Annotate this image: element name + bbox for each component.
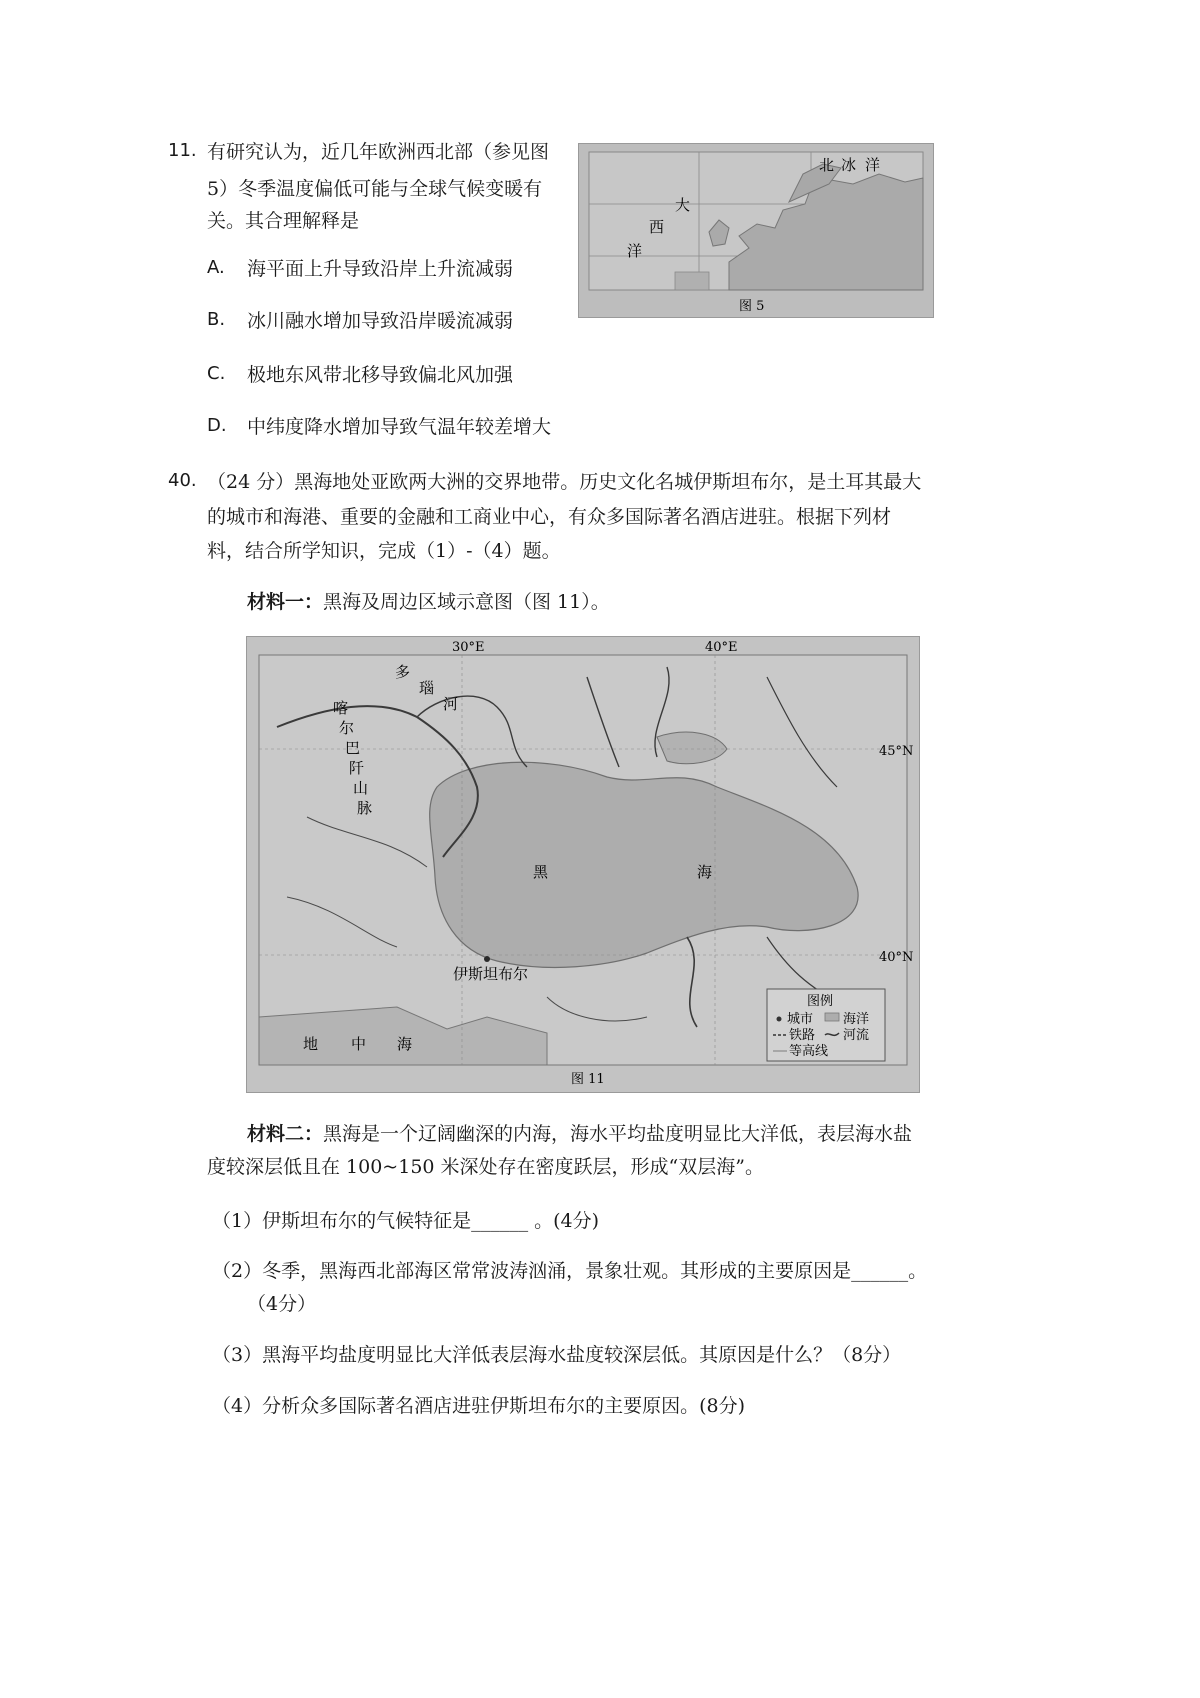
q11-option-d-text: 中纬度降水增加导致气温年较差增大 bbox=[247, 416, 552, 438]
q11-option-a-text: 海平面上升导致沿岸上升流减弱 bbox=[247, 258, 514, 280]
map-label-hei: 黑 bbox=[533, 863, 549, 881]
map-lon-30: 30°E bbox=[452, 640, 485, 655]
map-label-mountain-1: 喀 bbox=[333, 699, 349, 717]
fig5-label-bei: 北 bbox=[819, 156, 835, 174]
q11-option-c-letter: C. bbox=[207, 363, 226, 384]
subquestion-4: （4）分析众多国际著名酒店进驻伊斯坦布尔的主要原因。(8分) bbox=[212, 1395, 746, 1417]
figure-11-black-sea-map bbox=[246, 636, 920, 1093]
subquestion-1: （1）伊斯坦布尔的气候特征是______ 。(4分) bbox=[212, 1210, 600, 1232]
map-label-mountain-2: 尔 bbox=[339, 719, 355, 737]
q11-option-a-letter: A. bbox=[207, 257, 225, 278]
material-1 bbox=[247, 588, 610, 616]
q11-option-c-text: 极地东风带北移导致偏北风加强 bbox=[247, 364, 514, 386]
map-label-hai2: 海 bbox=[397, 1035, 413, 1053]
subquestion-2-cont: （4分） bbox=[247, 1293, 317, 1315]
map-legend-railway: 铁路 bbox=[789, 1028, 816, 1043]
q11-number: 11. bbox=[168, 140, 197, 161]
material-2-line-2: 度较深层低且在 100~150 米深处存在密度跃层，形成“双层海”。 bbox=[207, 1156, 764, 1178]
map-lat-40: 40°N bbox=[879, 950, 914, 965]
material-2-line-1 bbox=[247, 1120, 912, 1148]
map-label-mountain-3: 巴 bbox=[345, 739, 361, 757]
q11-stem-line-1: 有研究认为，近几年欧洲西北部（参见图 bbox=[207, 141, 550, 163]
map-legend-city: 城市 bbox=[787, 1012, 814, 1027]
q11-stem-line-2: 5）冬季温度偏低可能与全球气候变暖有 bbox=[207, 178, 543, 200]
map-label-hai: 海 bbox=[697, 863, 713, 881]
q40-intro-line-1: （24 分）黑海地处亚欧两大洲的交界地带。历史文化名城伊斯坦布尔，是土耳其最大 bbox=[207, 471, 922, 493]
material-2-text-1: 黑海是一个辽阔幽深的内海，海水平均盐度明显比大洋低，表层海水盐 bbox=[323, 1123, 913, 1145]
map-label-mountain-4: 阡 bbox=[349, 759, 365, 777]
map-label-danube-2: 瑙 bbox=[419, 679, 435, 697]
q11-option-b-text: 冰川融水增加导致沿岸暖流减弱 bbox=[247, 310, 514, 332]
map-legend-river: 河流 bbox=[843, 1028, 870, 1043]
map-legend-contour: 等高线 bbox=[789, 1044, 829, 1059]
map-label-zhong: 中 bbox=[351, 1035, 367, 1053]
fig5-label-yang2: 洋 bbox=[627, 242, 643, 260]
material-1-label: 材料一： bbox=[247, 591, 324, 613]
map-lon-40: 40°E bbox=[705, 640, 738, 655]
q40-number: 40. bbox=[168, 470, 197, 491]
material-1-text: 黑海及周边区域示意图（图 11）。 bbox=[323, 591, 610, 613]
q40-intro-line-2: 的城市和海港、重要的金融和工商业中心，有众多国际著名酒店进驻。根据下列材 bbox=[207, 506, 892, 528]
figure-11-caption: 图 11 bbox=[571, 1072, 605, 1087]
map-label-mountain-6: 脉 bbox=[357, 799, 373, 817]
fig5-label-bing: 冰 bbox=[841, 156, 857, 174]
map-label-istanbul: 伊斯坦布尔 bbox=[453, 965, 529, 983]
figure-5-europe-map bbox=[578, 143, 934, 318]
subquestion-2: （2）冬季，黑海西北部海区常常波涛汹涌，景象壮观。其形成的主要原因是______。 bbox=[212, 1260, 928, 1282]
figure-5-caption: 图 5 bbox=[739, 299, 765, 314]
map-label-di: 地 bbox=[303, 1035, 319, 1053]
map-label-danube-1: 多 bbox=[395, 663, 411, 681]
fig5-label-da: 大 bbox=[675, 196, 691, 214]
q11-option-b-letter: B. bbox=[207, 309, 226, 330]
map-lat-45: 45°N bbox=[879, 744, 914, 759]
q11-stem-line-3: 关。其合理解释是 bbox=[207, 210, 360, 232]
subquestion-3: （3）黑海平均盐度明显比大洋低表层海水盐度较深层低。其原因是什么？（8分） bbox=[212, 1344, 902, 1366]
map-label-danube-3: 河 bbox=[443, 695, 459, 713]
q11-option-d-letter: D. bbox=[207, 415, 227, 436]
q40-intro-line-3: 料，结合所学知识，完成（1）-（4）题。 bbox=[207, 540, 561, 562]
fig5-label-xi: 西 bbox=[649, 218, 665, 236]
map-legend-ocean: 海洋 bbox=[843, 1012, 870, 1027]
map-legend-title: 图例 bbox=[807, 994, 834, 1009]
fig5-label-yang: 洋 bbox=[865, 156, 881, 174]
material-2-label: 材料二： bbox=[247, 1123, 324, 1145]
map-label-mountain-5: 山 bbox=[353, 779, 369, 797]
